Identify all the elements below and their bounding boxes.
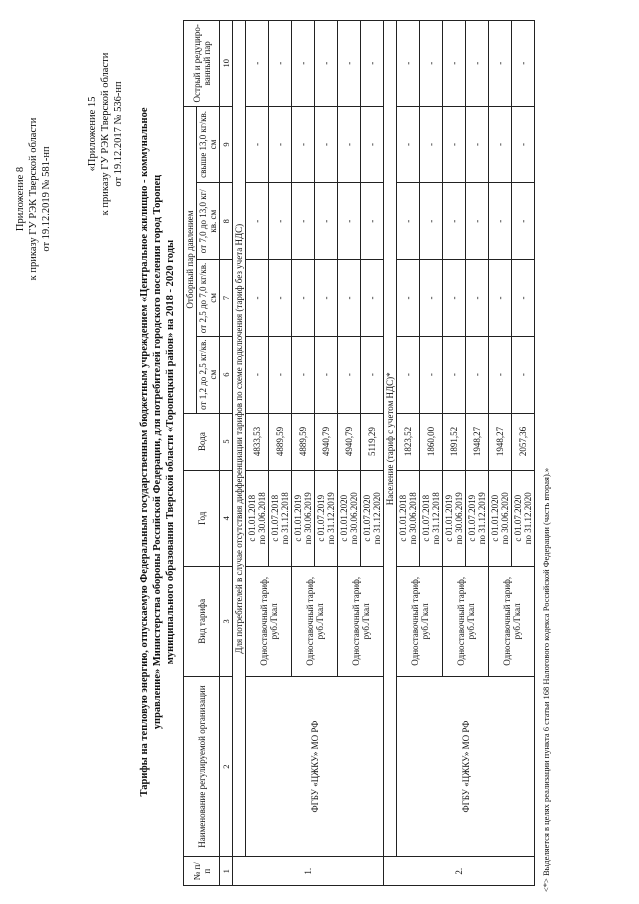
empty-tariff-cell: -	[466, 336, 489, 413]
tariff-type-cell: Одноставочный тариф, руб./Гкал	[397, 567, 443, 677]
empty-tariff-cell: -	[269, 21, 292, 107]
organization-cell: ФГБУ «ЦЖКУ» МО РФ	[397, 676, 535, 857]
empty-tariff-cell: -	[338, 260, 361, 337]
empty-tariff-cell: -	[397, 21, 420, 107]
empty-tariff-cell: -	[512, 21, 535, 107]
empty-tariff-cell: -	[443, 260, 466, 337]
empty-tariff-cell: -	[489, 336, 512, 413]
empty-tariff-cell: -	[246, 260, 269, 337]
period-cell	[292, 470, 315, 566]
water-tariff-cell: 4889,59	[292, 413, 315, 470]
section-number: 2.	[384, 857, 535, 886]
header-num: № п/ п	[184, 857, 220, 886]
empty-tariff-cell: -	[397, 183, 420, 260]
empty-tariff-cell: -	[338, 183, 361, 260]
column-number: 10	[220, 21, 233, 107]
title-line: Тарифы на тепловую энергию, отпускаемую Федеральным государственным бюджетным учреждением «Центральное жилищно - коммунальное	[139, 107, 150, 797]
empty-tariff-cell: -	[246, 336, 269, 413]
table-row	[397, 21, 420, 886]
annex-line: от 19.12.2017 № 536-нп	[113, 81, 124, 187]
period-start: с 01.07.2019	[316, 494, 326, 542]
period-start: с 01.01.2018	[247, 494, 257, 542]
water-tariff-cell: 1948,27	[466, 413, 489, 470]
tariff-type-cell: Одноставочный тариф, руб./Гкал	[246, 567, 292, 677]
annex-reference-original	[86, 24, 125, 244]
empty-tariff-cell: -	[246, 106, 269, 183]
empty-tariff-cell: -	[489, 21, 512, 107]
empty-tariff-cell: -	[361, 336, 384, 413]
empty-tariff-cell: -	[420, 106, 443, 183]
empty-tariff-cell: -	[397, 336, 420, 413]
section-title: Население (тариф с учетом НДС)*	[384, 21, 397, 858]
header-steam-3: от 7,0 до 13,0 кг/кв. см	[197, 183, 220, 260]
document-title	[138, 12, 177, 892]
empty-tariff-cell: -	[269, 336, 292, 413]
header-sharp-steam: Острый и редуциро-ванный пар	[184, 21, 220, 107]
column-number: 2	[220, 676, 233, 857]
period-end: по 30.06.2019	[303, 492, 313, 545]
period-start: с 01.01.2019	[444, 494, 454, 542]
empty-tariff-cell: -	[466, 183, 489, 260]
period-start: с 01.01.2018	[398, 494, 408, 542]
water-tariff-cell: 1948,27	[489, 413, 512, 470]
annex-line: от 19.12.2019 № 581-нп	[41, 146, 52, 252]
section-number: 1.	[233, 857, 384, 886]
period-end: по 31.12.2018	[280, 492, 290, 545]
empty-tariff-cell: -	[361, 260, 384, 337]
empty-tariff-cell: -	[489, 260, 512, 337]
tariff-type-cell: Одноставочный тариф, руб./Гкал	[292, 567, 338, 677]
period-start: с 01.07.2020	[362, 494, 372, 542]
header-steam-4: свыше 13,0 кг/кв. см	[197, 106, 220, 183]
period-cell	[512, 470, 535, 566]
period-cell	[361, 470, 384, 566]
period-start: с 01.01.2020	[490, 494, 500, 542]
column-number: 9	[220, 106, 233, 183]
empty-tariff-cell: -	[466, 260, 489, 337]
tariff-type-cell: Одноставочный тариф, руб./Гкал	[489, 567, 535, 677]
header-steam-group: Отборный пар давлением	[184, 106, 197, 413]
empty-tariff-cell: -	[315, 260, 338, 337]
empty-tariff-cell: -	[338, 336, 361, 413]
empty-tariff-cell: -	[269, 106, 292, 183]
empty-tariff-cell: -	[466, 106, 489, 183]
water-tariff-cell: 1891,52	[443, 413, 466, 470]
empty-tariff-cell: -	[466, 21, 489, 107]
period-start: с 01.01.2020	[339, 494, 349, 542]
empty-tariff-cell: -	[338, 21, 361, 107]
empty-tariff-cell: -	[512, 260, 535, 337]
column-number: 8	[220, 183, 233, 260]
table-body	[233, 21, 535, 886]
empty-tariff-cell: -	[246, 183, 269, 260]
period-cell	[315, 470, 338, 566]
water-tariff-cell: 2057,36	[512, 413, 535, 470]
period-end: по 31.12.2018	[431, 492, 441, 545]
section-title: Для потребителей в случае отсутствия дифференциации тарифов по схеме подключения (тариф без учета НДС)	[233, 21, 246, 858]
empty-tariff-cell: -	[512, 183, 535, 260]
period-start: с 01.07.2018	[270, 494, 280, 542]
period-end: по 31.12.2019	[326, 492, 336, 545]
empty-tariff-cell: -	[420, 260, 443, 337]
water-tariff-cell: 1860,00	[420, 413, 443, 470]
column-number: 6	[220, 336, 233, 413]
empty-tariff-cell: -	[292, 336, 315, 413]
period-cell	[466, 470, 489, 566]
period-end: по 30.06.2020	[349, 492, 359, 545]
empty-tariff-cell: -	[315, 106, 338, 183]
annex-line: к приказу ГУ РЭК Тверской области	[100, 52, 111, 216]
column-number: 4	[220, 470, 233, 566]
tariff-type-cell: Одноставочный тариф, руб./Гкал	[443, 567, 489, 677]
empty-tariff-cell: -	[443, 336, 466, 413]
water-tariff-cell: 4833,53	[246, 413, 269, 470]
empty-tariff-cell: -	[292, 260, 315, 337]
annex-line: к приказу ГУ РЭК Тверской области	[28, 117, 39, 281]
empty-tariff-cell: -	[420, 336, 443, 413]
organization-cell: ФГБУ «ЦЖКУ» МО РФ	[246, 676, 384, 857]
empty-tariff-cell: -	[397, 106, 420, 183]
header-organization: Наименование регулируемой организации	[184, 676, 220, 857]
empty-tariff-cell: -	[489, 106, 512, 183]
header-year: Год	[184, 470, 220, 566]
annex-reference-current	[14, 84, 53, 314]
period-start: с 01.01.2019	[293, 494, 303, 542]
period-end: по 31.12.2019	[477, 492, 487, 545]
empty-tariff-cell: -	[269, 183, 292, 260]
empty-tariff-cell: -	[512, 106, 535, 183]
title-line: муниципального образования Тверской области «Торопецкий район» на 2018 - 2020 годы	[165, 239, 176, 665]
empty-tariff-cell: -	[292, 21, 315, 107]
empty-tariff-cell: -	[315, 21, 338, 107]
water-tariff-cell: 5119,29	[361, 413, 384, 470]
empty-tariff-cell: -	[361, 183, 384, 260]
empty-tariff-cell: -	[338, 106, 361, 183]
empty-tariff-cell: -	[420, 183, 443, 260]
empty-tariff-cell: -	[443, 21, 466, 107]
empty-tariff-cell: -	[420, 21, 443, 107]
period-cell	[397, 470, 420, 566]
column-number: 7	[220, 260, 233, 337]
empty-tariff-cell: -	[512, 336, 535, 413]
period-end: по 30.06.2018	[257, 492, 267, 545]
period-start: с 01.07.2018	[421, 494, 431, 542]
header-steam-2: от 2,5 до 7,0 кг/кв. см	[197, 260, 220, 337]
period-end: по 30.06.2019	[454, 492, 464, 545]
empty-tariff-cell: -	[361, 106, 384, 183]
empty-tariff-cell: -	[246, 21, 269, 107]
period-cell	[443, 470, 466, 566]
empty-tariff-cell: -	[315, 183, 338, 260]
header-steam-1: от 1,2 до 2,5 кг/кв. см	[197, 336, 220, 413]
empty-tariff-cell: -	[292, 183, 315, 260]
annex-line: «Приложение 15	[87, 96, 98, 172]
period-cell	[489, 470, 512, 566]
period-start: с 01.07.2019	[467, 494, 477, 542]
empty-tariff-cell: -	[397, 260, 420, 337]
period-cell	[338, 470, 361, 566]
column-number: 3	[220, 567, 233, 677]
empty-tariff-cell: -	[315, 336, 338, 413]
water-tariff-cell: 4940,79	[315, 413, 338, 470]
column-number-row	[220, 21, 233, 886]
period-cell	[420, 470, 443, 566]
table-row	[246, 21, 269, 886]
period-end: по 31.12.2020	[523, 492, 533, 545]
section-row	[384, 21, 397, 886]
annex-line: Приложение 8	[15, 166, 26, 232]
empty-tariff-cell: -	[443, 106, 466, 183]
column-number: 1	[220, 857, 233, 886]
empty-tariff-cell: -	[443, 183, 466, 260]
empty-tariff-cell: -	[269, 260, 292, 337]
period-end: по 30.06.2018	[408, 492, 418, 545]
water-tariff-cell: 4889,59	[269, 413, 292, 470]
header-tariff-type: Вид тарифа	[184, 567, 220, 677]
period-end: по 31.12.2020	[372, 492, 382, 545]
tariff-table	[183, 20, 535, 886]
water-tariff-cell: 4940,79	[338, 413, 361, 470]
section-row	[233, 21, 246, 886]
title-line: управление» Министерства обороны Российской Федерации, для потребителей городского поселения город Торопец	[152, 174, 163, 730]
period-start: с 01.07.2020	[513, 494, 523, 542]
column-number: 5	[220, 413, 233, 470]
footnote: <*> Выделяется в целях реализации пункта 6 статьи 168 Налогового кодекса Российской Федерации (часть вторая).»	[541, 467, 551, 892]
tariff-type-cell: Одноставочный тариф, руб./Гкал	[338, 567, 384, 677]
water-tariff-cell: 1823,52	[397, 413, 420, 470]
empty-tariff-cell: -	[361, 21, 384, 107]
period-end: по 30.06.2020	[500, 492, 510, 545]
header-water: Вода	[184, 413, 220, 470]
empty-tariff-cell: -	[489, 183, 512, 260]
period-cell	[269, 470, 292, 566]
period-cell	[246, 470, 269, 566]
empty-tariff-cell: -	[292, 106, 315, 183]
